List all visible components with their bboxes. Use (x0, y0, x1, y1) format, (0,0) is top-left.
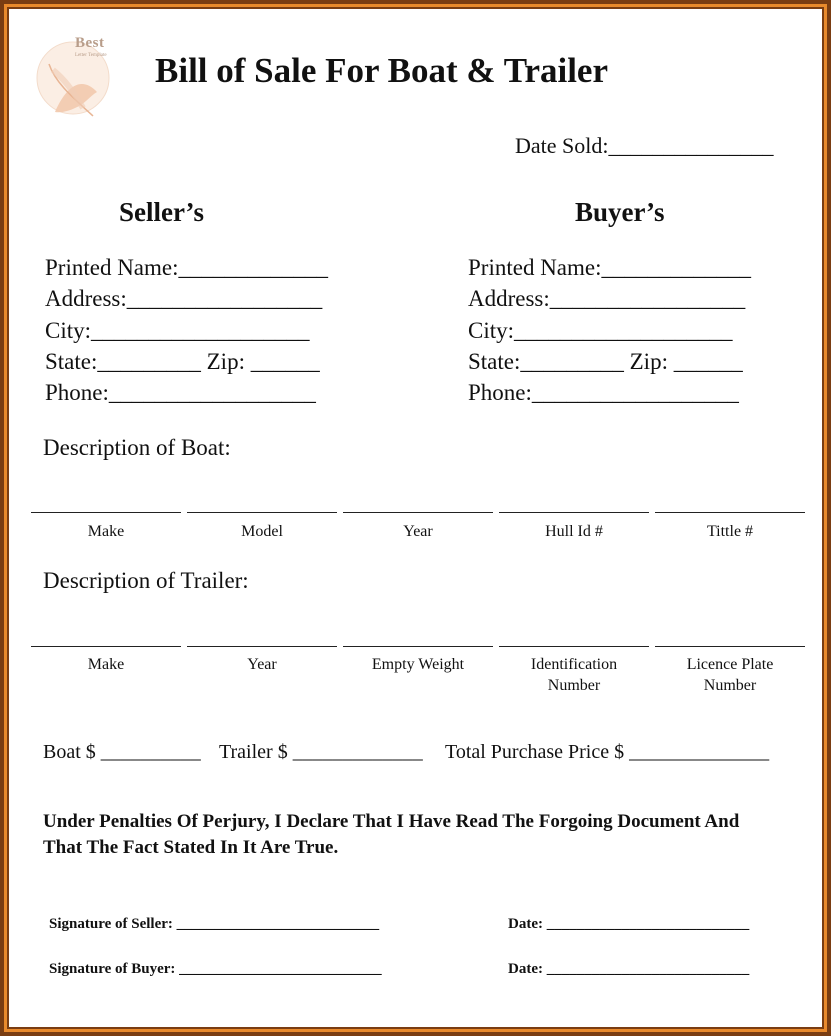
page-title: Bill of Sale For Boat & Trailer (155, 51, 609, 90)
perjury-statement: Under Penalties Of Perjury, I Declare That I Have Read The Forgoing Document And That The Fact Stated In It Are True. (43, 811, 740, 858)
trailer-empty-weight-line[interactable] (343, 646, 493, 647)
buyer-state-zip-field[interactable]: State:_________ Zip: ______ (468, 349, 743, 374)
seller-signature-date-field[interactable]: Date: ___________________________ (508, 916, 750, 932)
seller-state-zip-field[interactable]: State:_________ Zip: ______ (45, 349, 320, 374)
date-sold-field[interactable]: Date Sold:_______________ (515, 133, 774, 158)
document-page (9, 9, 822, 1027)
trailer-year-label: Year (247, 656, 277, 673)
boat-make-line[interactable] (31, 512, 181, 513)
seller-signature-field[interactable]: Signature of Seller: ___________________________ (49, 916, 380, 932)
page-border-inner (7, 7, 824, 1029)
boat-price-field[interactable]: Boat $ __________ (43, 741, 201, 763)
trailer-year-line[interactable] (187, 646, 337, 647)
logo-subtitle: Letter Template (75, 53, 107, 58)
trailer-identification-label: Identification Number (530, 656, 618, 694)
total-price-field[interactable]: Total Purchase Price $ ______________ (445, 741, 770, 763)
boat-model-label: Model (241, 523, 283, 540)
boat-year-line[interactable] (343, 512, 493, 513)
buyer-heading: Buyer’s (575, 197, 665, 227)
boat-title-label: Tittle # (706, 523, 754, 540)
trailer-price-field[interactable]: Trailer $ _____________ (219, 741, 423, 763)
logo-title: Best (75, 35, 105, 51)
buyer-signature-field[interactable]: Signature of Buyer: ___________________________ (49, 961, 382, 977)
buyer-signature-date-field[interactable]: Date: ___________________________ (508, 961, 750, 977)
trailer-licence-plate-label: Licence Plate Number (686, 656, 774, 694)
seller-address-field[interactable]: Address:_________________ (45, 286, 323, 311)
trailer-make-label: Make (87, 656, 125, 673)
buyer-address-field[interactable]: Address:_________________ (468, 286, 746, 311)
boat-hull-id-label: Hull Id # (545, 523, 603, 540)
seller-city-field[interactable]: City:___________________ (45, 318, 310, 343)
boat-make-label: Make (87, 523, 125, 540)
seller-heading: Seller’s (119, 197, 204, 227)
boat-title-line[interactable] (655, 512, 805, 513)
trailer-licence-plate-line[interactable] (655, 646, 805, 647)
trailer-identification-line[interactable] (499, 646, 649, 647)
buyer-phone-field[interactable]: Phone:__________________ (468, 380, 739, 405)
boat-description-heading: Description of Boat: (43, 435, 231, 460)
trailer-make-line[interactable] (31, 646, 181, 647)
boat-model-line[interactable] (187, 512, 337, 513)
buyer-printed-name-field[interactable]: Printed Name:_____________ (468, 255, 751, 280)
seller-printed-name-field[interactable]: Printed Name:_____________ (45, 255, 328, 280)
boat-hull-id-line[interactable] (499, 512, 649, 513)
seller-phone-field[interactable]: Phone:__________________ (45, 380, 316, 405)
buyer-city-field[interactable]: City:___________________ (468, 318, 733, 343)
boat-year-label: Year (403, 523, 433, 540)
page-border-accent (4, 4, 827, 1032)
trailer-empty-weight-label: Empty Weight (371, 656, 465, 673)
trailer-description-heading: Description of Trailer: (43, 568, 249, 593)
